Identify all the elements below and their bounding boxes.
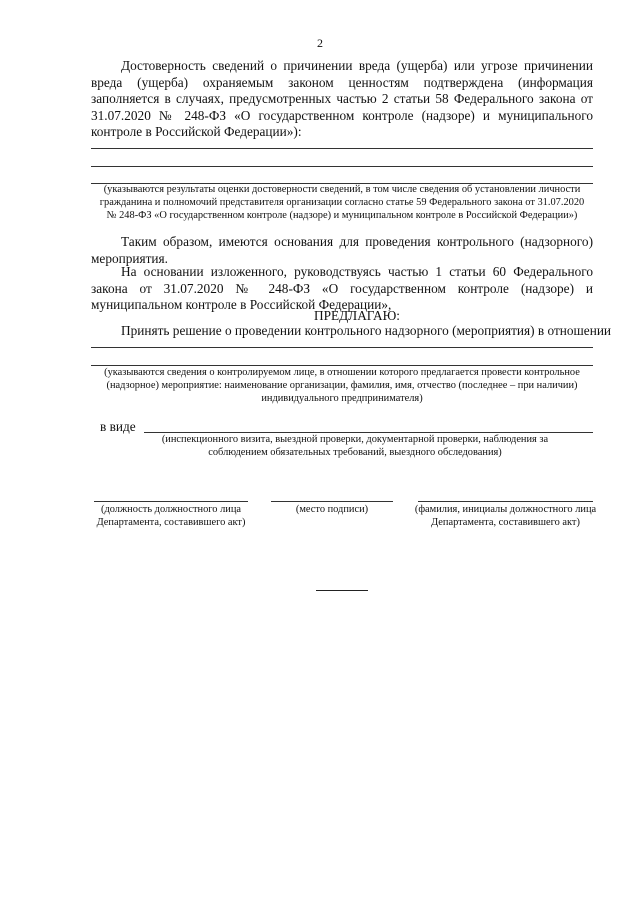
- page-number: 2: [317, 36, 323, 50]
- reliability-hint: (указываются результаты оценки достоверности сведений, в том числе сведения об установлении личности гражданина и полномочий представителя организации согласно статье 59 Федерального закона от 31.07.2020 № 248-ФЗ «О государственном контроле (надзоре) и муниципальном контроле в Российской Федерации»): [99, 184, 585, 222]
- form-hint: (инспекционного визита, выездной проверки, документарной проверки, наблюдения за соблюдением обязательных требований, выездного обследования): [161, 434, 549, 459]
- decision-paragraph: Принять решение о проведении контрольного надзорного (мероприятия) в отношении: [121, 323, 612, 338]
- controlled-person-hint: (указываются сведения о контролируемом лице, в отношении которого предлагается провести контрольное (надзорное) мероприятие: наименование организации, фамилия, имя, отчество (последнее – при наличии) индивидуального предпринимателя): [104, 367, 580, 405]
- signature-place-caption: (место подписи): [295, 504, 369, 515]
- fill-line: [91, 148, 593, 149]
- signature-line: [94, 501, 248, 502]
- fill-line: [91, 166, 593, 167]
- grounds-paragraph: Таким образом, имеются основания для проведения контрольного (надзорного) мероприятия.: [91, 234, 593, 266]
- reliability-paragraph: Достоверность сведений о причинении вреда (ущерба) или угрозе причинении вреда (ущерба) охраняемым законом ценностям подтверждена (информация заполняется в случаях, предусмотренных частью 2 статьи 58 Федерального закона от 31.07.2020 № 248-ФЗ «О государственном контроле (надзоре) и муниципального контроле в Российской Федерации»):: [91, 58, 593, 139]
- signature-position-caption: (должность должностного лица Департамента, составившего акт): [96, 504, 246, 529]
- end-of-document-divider: [316, 590, 368, 591]
- signature-line: [418, 501, 593, 502]
- signature-name-caption: (фамилия, инициалы должностного лица Департамента, составившего акт): [414, 504, 597, 529]
- propose-heading: ПРЕДЛАГАЮ:: [313, 308, 400, 323]
- basis-paragraph: На основании изложенного, руководствуясь частью 1 статьи 60 Федерального закона от 31.07.2020 № 248-ФЗ «О государственном контроле (надзоре) и муниципальном контроле в Российской Федерации»,: [91, 264, 593, 312]
- fill-line: [91, 347, 593, 348]
- signature-line: [271, 501, 393, 502]
- form-label: в виде: [100, 419, 136, 434]
